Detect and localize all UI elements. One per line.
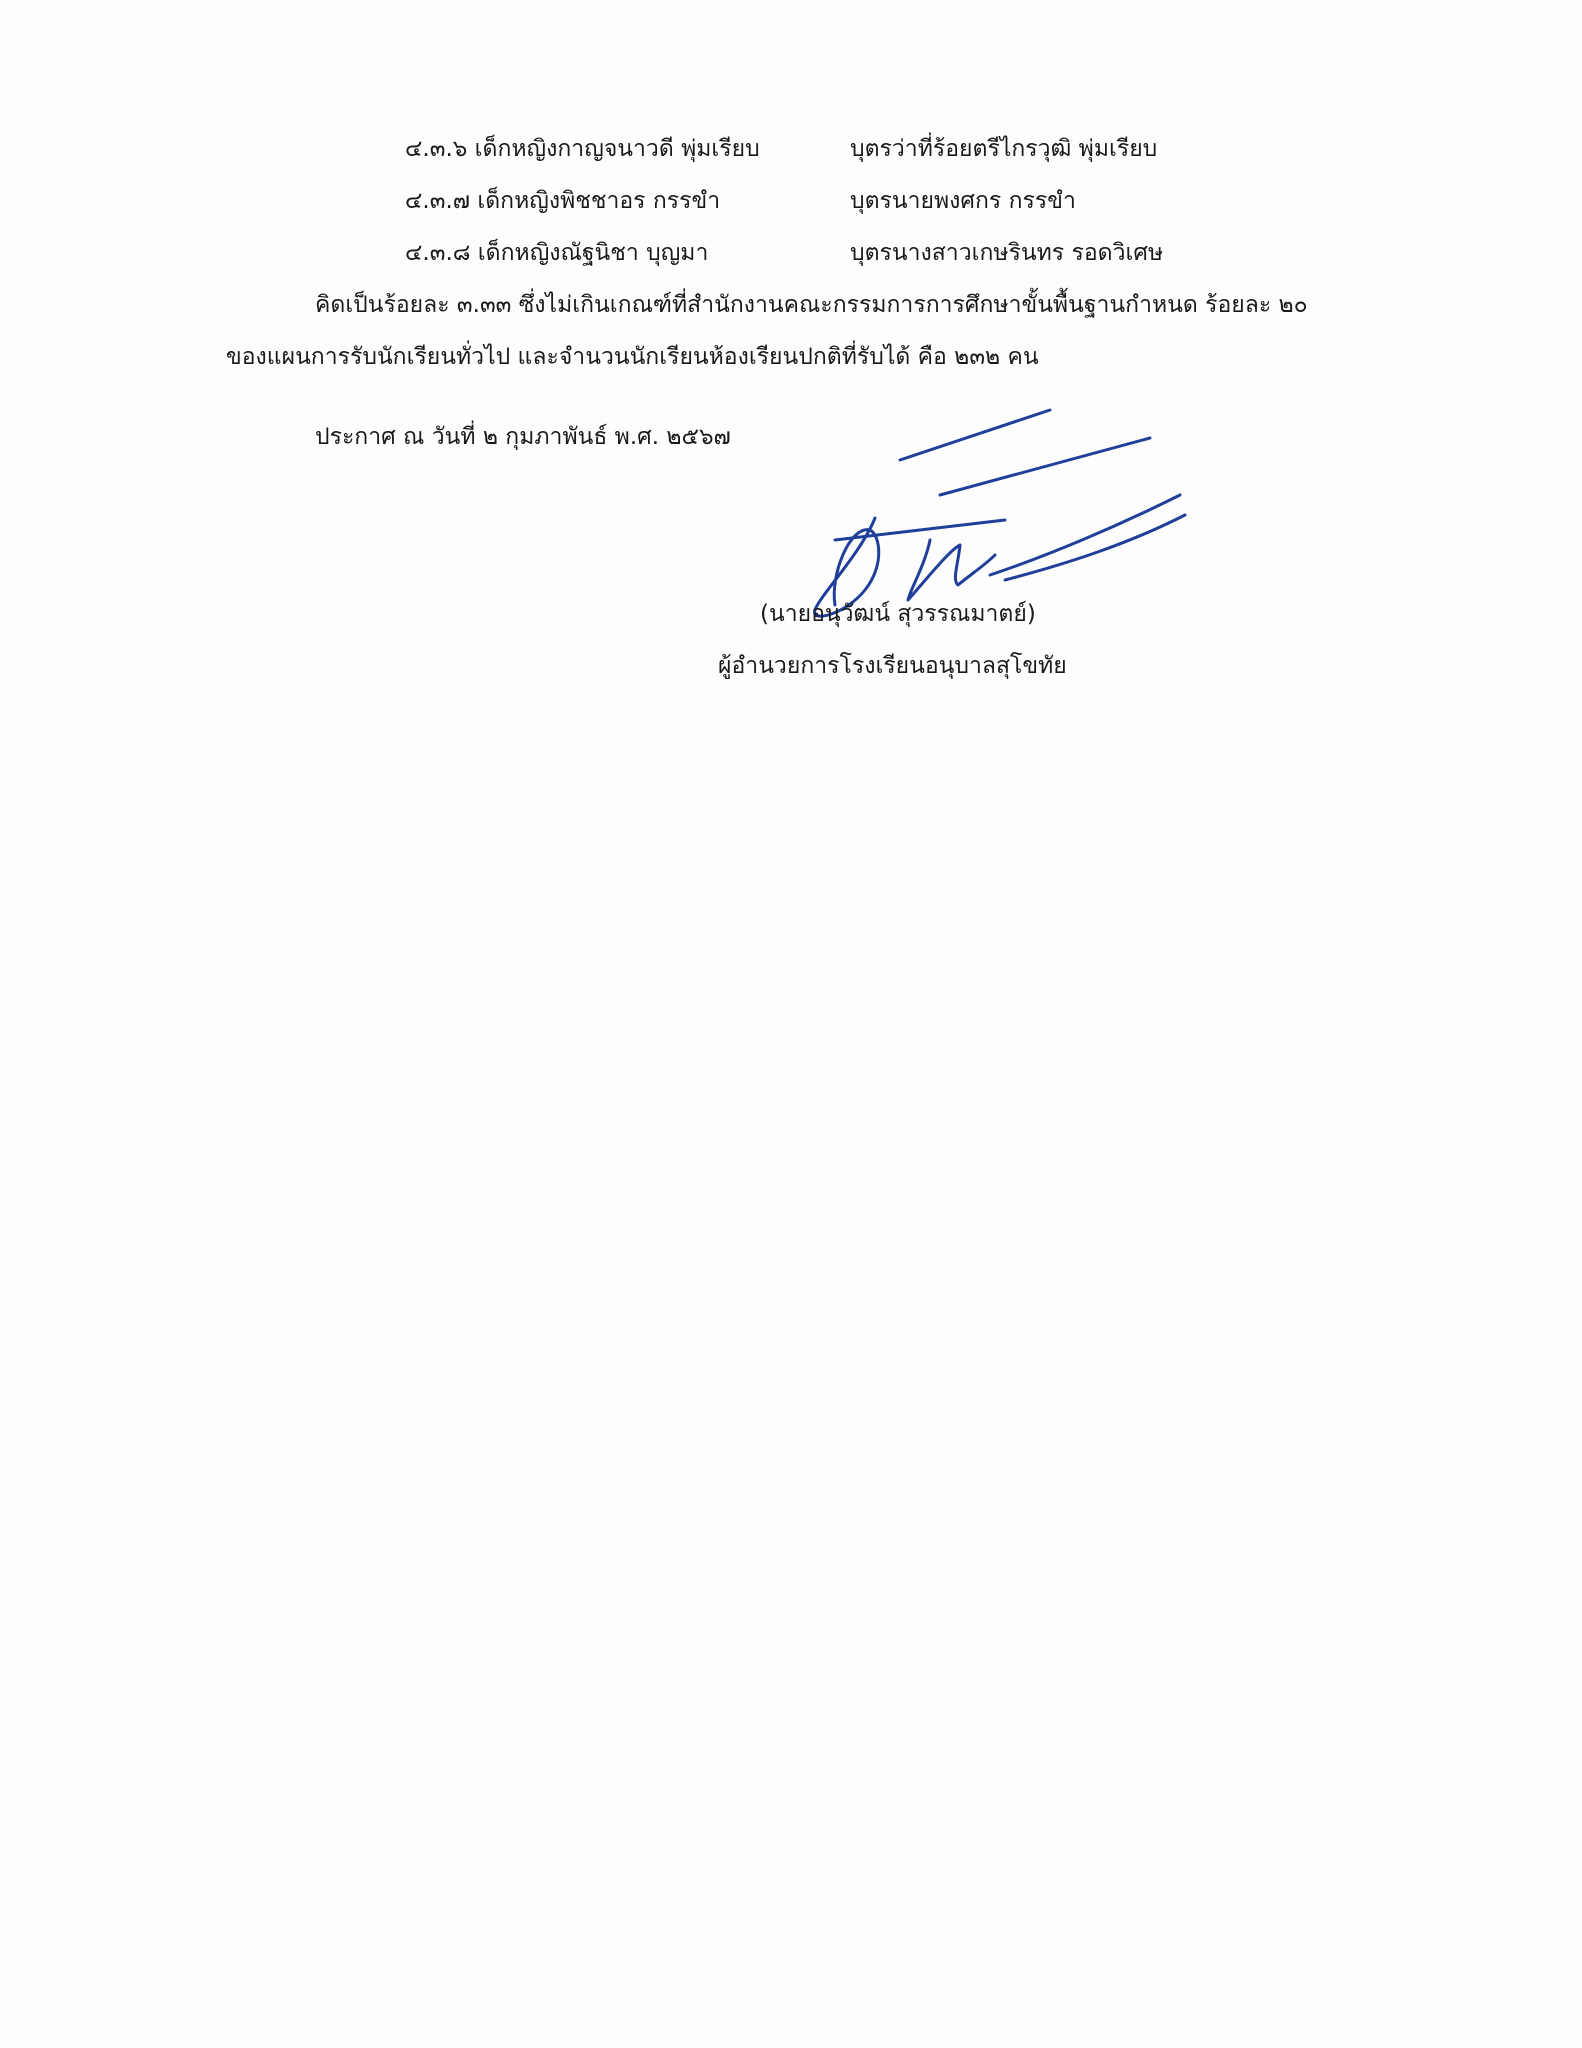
list-item-parent-name: บุตรนางสาวเกษรินทร รอดวิเศษ [850,240,1164,266]
list-item-child-name: ๔.๓.๘ เด็กหญิงณัฐนิชา บุญมา [405,240,709,266]
list-item-parent-name: บุตรว่าที่ร้อยตรีไกรวุฒิ พุ่มเรียบ [850,136,1158,162]
list-item-child-name: ๔.๓.๖ เด็กหญิงกาญจนาวดี พุ่มเรียบ [405,136,760,162]
signatory-name: (นายอนุวัฒน์ สุวรรณมาตย์) [760,601,1036,627]
summary-text-line-2: ของแผนการรับนักเรียนทั่วไป และจำนวนนักเรียนห้องเรียนปกติที่รับได้ คือ ๒๓๒ คน [226,344,1039,370]
list-item-child-name: ๔.๓.๗ เด็กหญิงพิชชาอร กรรขำ [405,188,721,214]
summary-text-line-1: คิดเป็นร้อยละ ๓.๓๓ ซึ่งไม่เกินเกณฑ์ที่สำนักงานคณะกรรมการการศึกษาขั้นพื้นฐานกำหนด ร้อยละ ๒๐ [315,292,1308,318]
list-item-parent-name: บุตรนายพงศกร กรรขำ [850,188,1076,214]
signatory-position: ผู้อำนวยการโรงเรียนอนุบาลสุโขทัย [718,653,1067,679]
announcement-date: ประกาศ ณ วันที่ ๒ กุมภาพันธ์ พ.ศ. ๒๕๖๗ [315,424,731,450]
